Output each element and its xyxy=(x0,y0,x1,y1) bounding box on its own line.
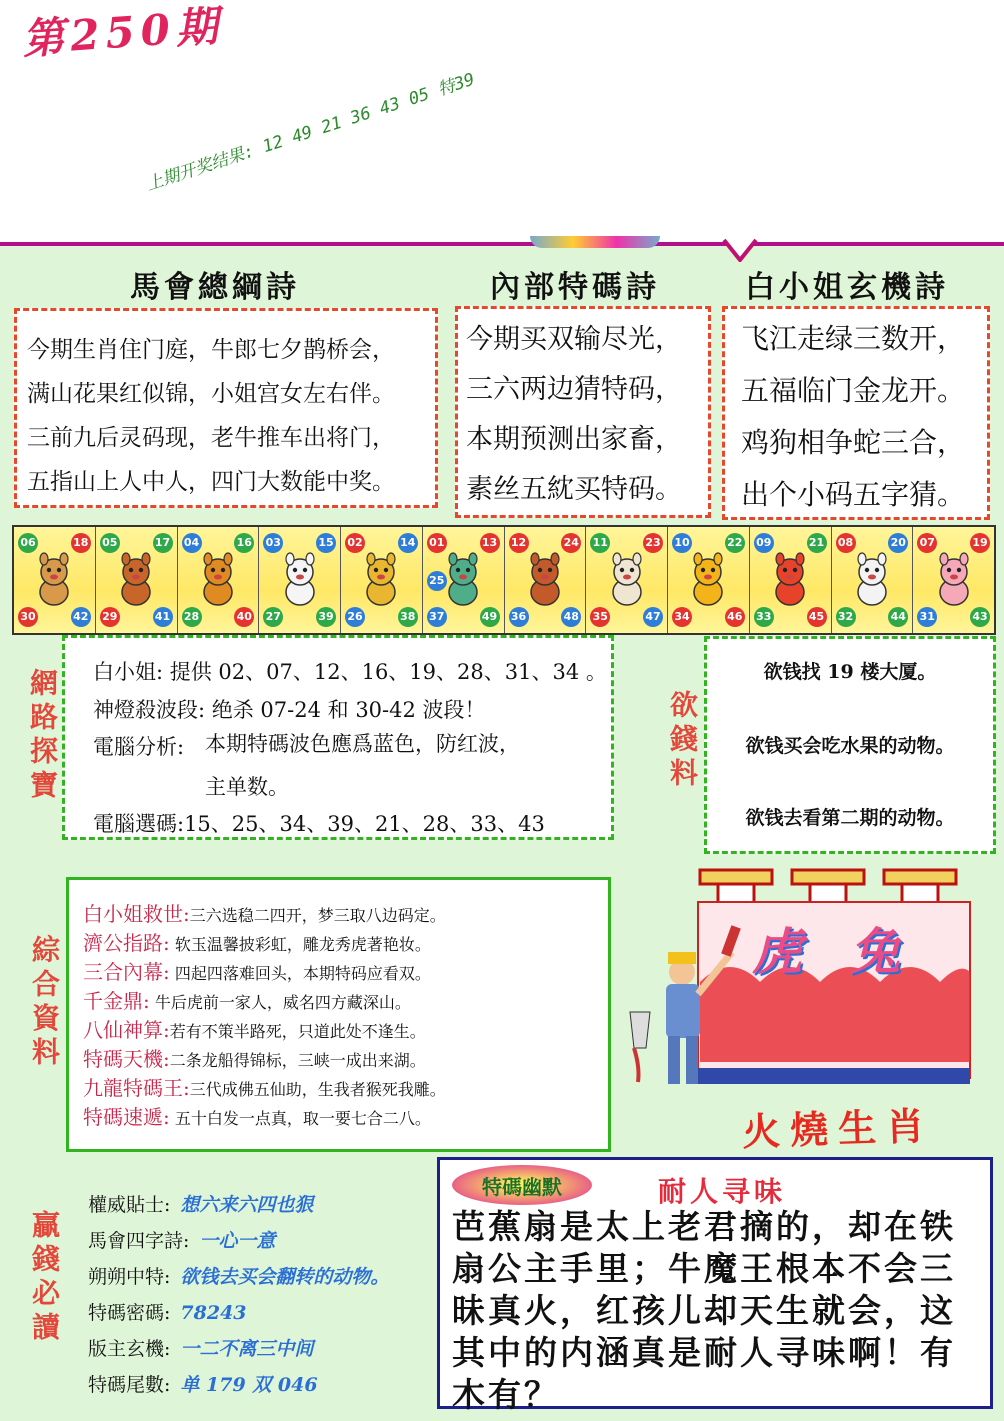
number-ball: 36 xyxy=(509,607,529,627)
money-riddle-box xyxy=(704,636,996,854)
net-line-shendeng: 神燈殺波段: 绝杀 07-24 和 30-42 波段！ xyxy=(93,698,486,722)
number-ball: 31 xyxy=(917,607,937,627)
number-ball: 19 xyxy=(970,533,990,553)
dragon-icon xyxy=(358,552,404,608)
combo-section-label: 綜合資料 xyxy=(28,935,61,1071)
number-ball: 30 xyxy=(18,607,38,627)
poem3-line: 五福临门金龙开。 xyxy=(741,374,966,407)
number-ball: 16 xyxy=(234,533,254,553)
number-ball: 47 xyxy=(643,607,663,627)
number-ball: 45 xyxy=(807,607,827,627)
win-line xyxy=(88,1370,318,1397)
number-ball: 07 xyxy=(917,533,937,553)
win-line xyxy=(88,1334,313,1361)
combo-key: 千金鼎: xyxy=(83,989,150,1013)
money-section-label: 欲錢料 xyxy=(666,690,699,792)
combo-value: 四起四落难回头，本期特码应看双。 xyxy=(169,964,431,983)
zodiac-cell-rat xyxy=(14,527,96,633)
zodiac-cell-snake xyxy=(423,527,505,633)
number-ball: 32 xyxy=(836,607,856,627)
zodiac-cell-goat xyxy=(586,527,668,633)
net-line-baixiaojie: 白小姐: 提供 02、07、12、16、19、28、31、34 。 xyxy=(93,660,607,684)
win-line xyxy=(88,1262,389,1289)
goat-icon xyxy=(604,552,650,608)
combo-value: 牛后虎前一家人，威名四方藏深山。 xyxy=(149,993,411,1012)
number-ball: 48 xyxy=(561,607,581,627)
money-riddle: 欲钱找 19 楼大厦。 xyxy=(763,661,937,683)
combo-value: 二条龙船得锦标，三峡一成出来湖。 xyxy=(169,1051,426,1070)
net-section-label: 網路探寶 xyxy=(26,668,59,804)
poem1-line: 满山花果红似锦，小姐宫女左右伴。 xyxy=(27,381,395,407)
combo-line xyxy=(83,1014,426,1043)
number-ball: 23 xyxy=(643,533,663,553)
number-ball: 37 xyxy=(427,607,447,627)
combo-line xyxy=(83,898,446,927)
snake-icon xyxy=(440,552,486,608)
poem2-line: 本期预测出家畜， xyxy=(466,424,682,455)
poem3-line: 出个小码五字猜。 xyxy=(741,478,966,511)
number-ball: 24 xyxy=(561,533,581,553)
zodiac-cell-pig xyxy=(913,527,994,633)
poem-title-3: 白小姐玄機詩 xyxy=(745,270,949,305)
win-value: 一心一意 xyxy=(199,1230,276,1252)
combo-line xyxy=(83,956,431,985)
number-ball: 25 xyxy=(427,571,447,591)
combo-value: 三六选稳二四开，梦三取八边码定。 xyxy=(189,906,446,925)
poem-box-1 xyxy=(14,308,438,508)
pig-icon xyxy=(931,552,977,608)
number-ball: 38 xyxy=(398,607,418,627)
last-draw-result: 上期开奖结果: 12 49 21 36 43 05 特39 xyxy=(143,69,478,195)
number-ball: 15 xyxy=(316,533,336,553)
monkey-icon xyxy=(685,552,731,608)
issue-number: 第250期 xyxy=(20,1,226,64)
win-value: 想六来六四也狠 xyxy=(180,1194,314,1216)
poem2-line: 今期买双输尽光， xyxy=(466,324,682,355)
number-ball: 28 xyxy=(182,607,202,627)
poem3-line: 飞江走绿三数开， xyxy=(741,322,966,355)
win-section-label: 贏錢必讀 xyxy=(28,1210,61,1346)
zodiac-cell-horse xyxy=(505,527,587,633)
wall-character-tiger: 虎 xyxy=(752,922,802,981)
combo-key: 九龍特碼王: xyxy=(83,1076,190,1100)
combo-key: 濟公指路: xyxy=(83,931,170,955)
win-line xyxy=(88,1226,275,1253)
number-ball: 22 xyxy=(725,533,745,553)
combo-value: 若有不策半路死，只道此处不逢生。 xyxy=(169,1022,426,1041)
combo-key: 特碼速遞: xyxy=(83,1105,170,1129)
number-ball: 10 xyxy=(672,533,692,553)
zodiac-cell-rooster xyxy=(750,527,832,633)
zodiac-cell-ox xyxy=(96,527,178,633)
number-ball: 17 xyxy=(153,533,173,553)
poem-box-2 xyxy=(455,306,711,518)
net-line-analysis: 本期特碼波色應爲蓝色，防红波， xyxy=(205,732,520,756)
win-key: 版主玄機: xyxy=(88,1338,171,1360)
net-line-analysis-label: 電腦分析: xyxy=(93,735,185,759)
number-ball: 35 xyxy=(590,607,610,627)
number-ball: 01 xyxy=(427,533,447,553)
combo-key: 三合內幕: xyxy=(83,960,170,984)
number-ball: 11 xyxy=(590,533,610,553)
win-key: 特碼密碼: xyxy=(88,1302,171,1324)
net-treasure-box xyxy=(62,635,614,840)
poem2-line: 素丝五紞买特码。 xyxy=(466,474,682,505)
win-key: 朔朔中特: xyxy=(88,1266,171,1288)
win-key: 馬會四字詩: xyxy=(88,1230,190,1252)
tiger-icon xyxy=(195,552,241,608)
number-ball: 09 xyxy=(754,533,774,553)
net-line-analysis-cont: 主单数。 xyxy=(205,775,289,799)
dog-icon xyxy=(849,552,895,608)
win-key: 特碼尾數: xyxy=(88,1374,171,1396)
number-ball: 13 xyxy=(480,533,500,553)
money-riddle: 欲钱去看第二期的动物。 xyxy=(745,807,955,829)
combo-line xyxy=(83,927,431,956)
number-ball: 27 xyxy=(263,607,283,627)
heart-decoration-icon xyxy=(722,238,758,262)
zodiac-cell-dragon xyxy=(341,527,423,633)
combo-value: 软玉温馨披彩虹，雕龙秀虎著艳妆。 xyxy=(169,935,431,954)
number-ball: 04 xyxy=(182,533,202,553)
number-ball: 21 xyxy=(807,533,827,553)
win-value: 欲钱去买会翻转的动物。 xyxy=(180,1266,390,1288)
combo-value: 三代成佛五仙助，生我者猴死我雕。 xyxy=(189,1080,446,1099)
number-ball: 46 xyxy=(725,607,745,627)
win-key: 權威貼士: xyxy=(88,1194,171,1216)
combo-value: 五十白发一点真，取一要七合二八。 xyxy=(169,1109,431,1128)
number-ball: 41 xyxy=(153,607,173,627)
number-ball: 42 xyxy=(71,607,91,627)
combo-key: 白小姐救世: xyxy=(83,902,190,926)
number-ball: 08 xyxy=(836,533,856,553)
number-ball: 03 xyxy=(263,533,283,553)
humor-title: 耐人寻味 xyxy=(658,1175,787,1208)
money-riddle: 欲钱买会吃水果的动物。 xyxy=(745,735,955,757)
painter-wall-illustration xyxy=(620,862,998,1102)
poem-box-3 xyxy=(722,306,990,520)
ox-icon xyxy=(113,552,159,608)
poem1-line: 今期生肖住门庭，牛郎七夕鹊桥会， xyxy=(27,337,395,363)
number-ball: 29 xyxy=(100,607,120,627)
zodiac-cell-dog xyxy=(832,527,914,633)
combo-line xyxy=(83,1072,446,1101)
horse-icon xyxy=(522,552,568,608)
combo-info-box xyxy=(66,877,611,1152)
zodiac-cell-monkey xyxy=(668,527,750,633)
number-ball: 20 xyxy=(888,533,908,553)
number-ball: 39 xyxy=(316,607,336,627)
poem-title-1: 馬會總綱詩 xyxy=(130,270,300,305)
number-ball: 40 xyxy=(234,607,254,627)
top-ribbon-decoration xyxy=(530,236,660,248)
wall-character-rabbit: 兔 xyxy=(850,922,900,981)
rabbit-icon xyxy=(277,552,323,608)
poem2-line: 三六两边猜特码， xyxy=(466,374,682,405)
combo-line xyxy=(83,985,411,1014)
number-ball: 02 xyxy=(345,533,365,553)
poem3-line: 鸡狗相争蛇三合， xyxy=(741,426,966,459)
win-value: 单 179 双 046 xyxy=(180,1374,318,1396)
win-line xyxy=(88,1298,247,1325)
number-ball: 44 xyxy=(888,607,908,627)
win-value: 一二不离三中间 xyxy=(180,1338,314,1360)
win-value: 78243 xyxy=(180,1302,247,1324)
net-line-computer-pick: 電腦選碼:15、25、34、39、21、28、33、43 xyxy=(93,812,545,836)
zodiac-number-strip xyxy=(12,525,996,635)
number-ball: 33 xyxy=(754,607,774,627)
zodiac-cell-tiger xyxy=(178,527,260,633)
poem1-line: 五指山上人中人，四门大数能中奖。 xyxy=(27,469,395,495)
combo-key: 特碼天機: xyxy=(83,1047,170,1071)
rat-icon xyxy=(31,552,77,608)
number-ball: 26 xyxy=(345,607,365,627)
humor-badge-label: 特碼幽默 xyxy=(482,1175,562,1199)
combo-line xyxy=(83,1043,426,1072)
combo-line xyxy=(83,1101,431,1130)
zodiac-cell-rabbit xyxy=(259,527,341,633)
poem1-line: 三前九后灵码现，老牛推车出将门， xyxy=(27,425,395,451)
rooster-icon xyxy=(767,552,813,608)
number-ball: 18 xyxy=(71,533,91,553)
number-ball: 34 xyxy=(672,607,692,627)
humor-text: 芭蕉扇是太上老君摘的，却在铁扇公主手里；牛魔王根本不会三昧真火，红孩儿却天生就会，这其中的内涵真是耐人寻味啊！有木有？ xyxy=(452,1207,956,1414)
number-ball: 06 xyxy=(18,533,38,553)
number-ball: 05 xyxy=(100,533,120,553)
number-ball: 43 xyxy=(970,607,990,627)
number-ball: 12 xyxy=(509,533,529,553)
win-line xyxy=(88,1190,313,1217)
humor-badge xyxy=(452,1165,592,1205)
combo-key: 八仙神算: xyxy=(83,1018,170,1042)
number-ball: 14 xyxy=(398,533,418,553)
fire-zodiac-caption: 火燒生肖 xyxy=(741,1102,935,1155)
poem-title-2: 內部特碼詩 xyxy=(490,270,660,305)
number-ball: 49 xyxy=(480,607,500,627)
